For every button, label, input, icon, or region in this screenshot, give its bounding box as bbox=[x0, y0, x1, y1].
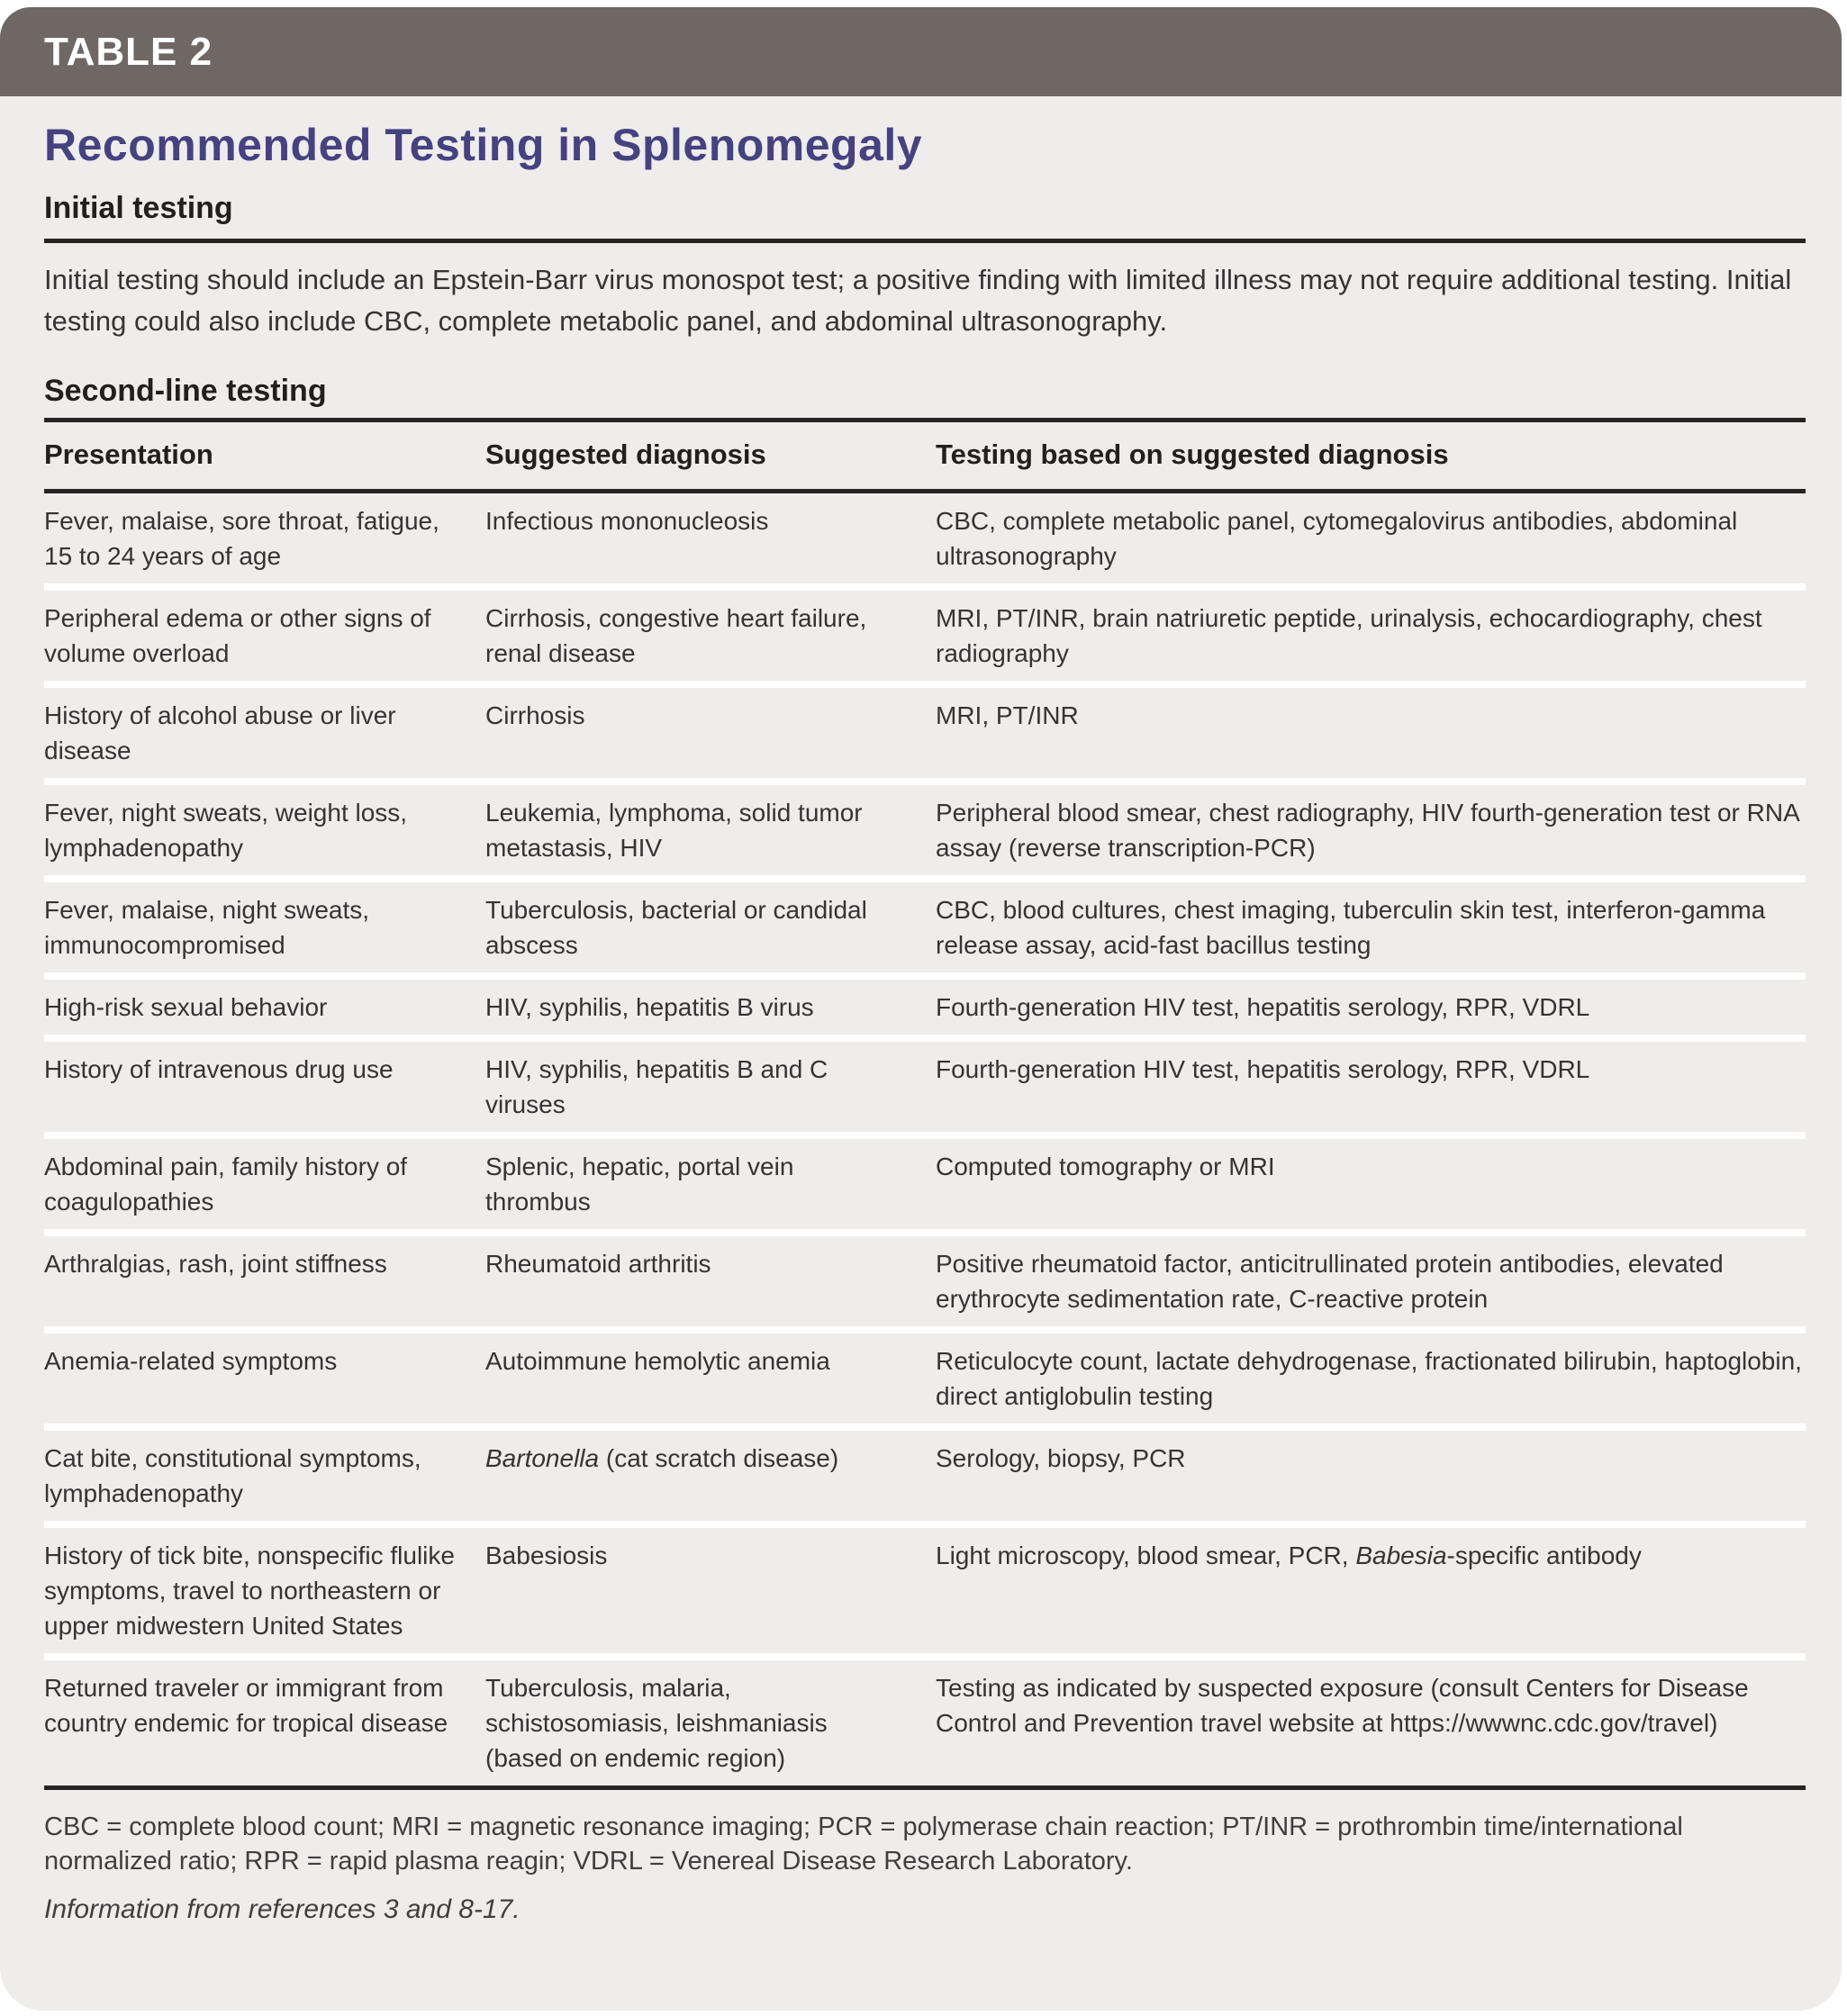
table-body bbox=[44, 493, 1806, 1785]
testing-cell bbox=[936, 1246, 1806, 1316]
diagnosis-cell bbox=[485, 1538, 936, 1643]
table-number-bar bbox=[0, 7, 1842, 96]
testing-text: Testing as indicated by suspected exposure (consult Centers for Disease Control and Prevention travel website at https://wwwnc.cdc.gov/travel) bbox=[936, 1674, 1749, 1737]
presentation-text: Arthralgias, rash, joint stiffness bbox=[44, 1250, 387, 1278]
testing-text: Reticulocyte count, lactate dehydrogenase, fractionated bilirubin, haptoglobin, direct antiglobulin testing bbox=[936, 1347, 1802, 1410]
testing-text: Light microscopy, blood smear, PCR, bbox=[936, 1541, 1356, 1569]
presentation-cell bbox=[44, 892, 485, 963]
testing-cell bbox=[936, 1538, 1806, 1643]
diagnosis-italic-text: Bartonella bbox=[485, 1444, 600, 1472]
testing-cell bbox=[936, 601, 1806, 671]
presentation-text: History of intravenous drug use bbox=[44, 1055, 394, 1083]
diagnosis-text: Cirrhosis, congestive heart failure, renal disease bbox=[485, 604, 867, 667]
diagnosis-cell bbox=[485, 1670, 936, 1776]
source-note: Information from references 3 and 8-17. bbox=[44, 1894, 521, 1924]
diagnosis-cell bbox=[485, 503, 936, 574]
diagnosis-cell bbox=[485, 795, 936, 865]
diagnosis-text: Infectious mononucleosis bbox=[485, 507, 769, 535]
presentation-cell bbox=[44, 1246, 485, 1316]
testing-cell bbox=[936, 503, 1806, 574]
testing-text: Serology, biopsy, PCR bbox=[936, 1444, 1186, 1472]
diagnosis-cell bbox=[485, 1343, 936, 1414]
horizontal-rule bbox=[44, 1785, 1806, 1790]
table-row bbox=[44, 1035, 1806, 1132]
presentation-text: History of alcohol abuse or liver disease bbox=[44, 701, 396, 764]
presentation-text: Fever, malaise, night sweats, immunocompromised bbox=[44, 896, 370, 959]
initial-testing-text: Initial testing should include an Epstein-Barr virus monospot test; a positive finding with limited illness may not require additional testing. Initial testing could also include CBC, complete metabolic panel, and abdominal ultrasonography. bbox=[44, 264, 1792, 337]
diagnosis-text: Tuberculosis, malaria, schistosomiasis, leishmaniasis (based on endemic region) bbox=[485, 1674, 828, 1772]
diagnosis-text: Babesiosis bbox=[485, 1541, 608, 1569]
table-title: Recommended Testing in Splenomegaly bbox=[44, 120, 923, 170]
diagnosis-cell bbox=[485, 1246, 936, 1316]
abbreviations-note: CBC = complete blood count; MRI = magnetic resonance imaging; PCR = polymerase chain reaction; PT/INR = prothrombin time/international normalized ratio; RPR = rapid plasma reagin; VDRL = Venereal Disease Research Laboratory. bbox=[44, 1813, 1683, 1876]
presentation-cell bbox=[44, 1343, 485, 1414]
testing-cell bbox=[936, 990, 1806, 1025]
table-panel bbox=[0, 96, 1842, 2011]
column-header-presentation: Presentation bbox=[44, 438, 213, 470]
diagnosis-text: Cirrhosis bbox=[485, 701, 585, 729]
presentation-cell bbox=[44, 503, 485, 574]
diagnosis-cell bbox=[485, 1052, 936, 1122]
presentation-cell bbox=[44, 698, 485, 768]
diagnosis-text: Leukemia, lymphoma, solid tumor metastasis, HIV bbox=[485, 799, 863, 862]
table-row bbox=[44, 1653, 1806, 1785]
diagnosis-text: (cat scratch disease) bbox=[599, 1444, 839, 1472]
testing-cell bbox=[936, 1052, 1806, 1122]
testing-text: Fourth-generation HIV test, hepatitis serology, RPR, VDRL bbox=[936, 993, 1590, 1021]
testing-text: Positive rheumatoid factor, anticitrullinated protein antibodies, elevated erythrocyte sedimentation rate, C-reactive protein bbox=[936, 1250, 1724, 1313]
testing-text: MRI, PT/INR, brain natriuretic peptide, urinalysis, echocardiography, chest radiography bbox=[936, 604, 1762, 667]
table-row bbox=[44, 681, 1806, 778]
presentation-cell bbox=[44, 1670, 485, 1776]
presentation-text: High-risk sexual behavior bbox=[44, 993, 328, 1021]
presentation-cell bbox=[44, 601, 485, 671]
presentation-text: Fever, malaise, sore throat, fatigue, 15 to 24 years of age bbox=[44, 507, 439, 570]
diagnosis-cell bbox=[485, 1441, 936, 1511]
presentation-cell bbox=[44, 795, 485, 865]
presentation-cell bbox=[44, 1441, 485, 1511]
testing-cell bbox=[936, 1343, 1806, 1414]
presentation-text: Fever, night sweats, weight loss, lymphadenopathy bbox=[44, 799, 408, 862]
testing-text: CBC, blood cultures, chest imaging, tuberculin skin test, interferon-gamma release assay, acid-fast bacillus testing bbox=[936, 896, 1766, 959]
presentation-text: Peripheral edema or other signs of volume overload bbox=[44, 604, 431, 667]
testing-cell bbox=[936, 1149, 1806, 1219]
presentation-cell bbox=[44, 1052, 485, 1122]
diagnosis-cell bbox=[485, 892, 936, 963]
testing-cell bbox=[936, 892, 1806, 963]
presentation-text: Cat bite, constitutional symptoms, lymphadenopathy bbox=[44, 1444, 421, 1507]
testing-text: Peripheral blood smear, chest radiography, HIV fourth-generation test or RNA assay (reverse transcription-PCR) bbox=[936, 799, 1799, 862]
diagnosis-text: Autoimmune hemolytic anemia bbox=[485, 1347, 830, 1375]
diagnosis-cell bbox=[485, 601, 936, 671]
column-header-row bbox=[44, 422, 1806, 489]
diagnosis-text: HIV, syphilis, hepatitis B virus bbox=[485, 993, 814, 1021]
presentation-text: History of tick bite, nonspecific flulike symptoms, travel to northeastern or upper midwestern United States bbox=[44, 1541, 455, 1640]
presentation-text: Anemia-related symptoms bbox=[44, 1347, 338, 1375]
horizontal-rule bbox=[44, 239, 1806, 243]
testing-text: MRI, PT/INR bbox=[936, 701, 1079, 729]
table-row bbox=[44, 1424, 1806, 1521]
table-row bbox=[44, 583, 1806, 681]
table-row bbox=[44, 1326, 1806, 1424]
table-row bbox=[44, 1521, 1806, 1653]
table-row bbox=[44, 493, 1806, 583]
diagnosis-cell bbox=[485, 990, 936, 1025]
diagnosis-text: Tuberculosis, bacterial or candidal abscess bbox=[485, 896, 867, 959]
presentation-text: Returned traveler or immigrant from country endemic for tropical disease bbox=[44, 1674, 448, 1737]
testing-cell bbox=[936, 1441, 1806, 1511]
table-row bbox=[44, 778, 1806, 875]
testing-text: CBC, complete metabolic panel, cytomegalovirus antibodies, abdominal ultrasonography bbox=[936, 507, 1738, 570]
table-row bbox=[44, 1229, 1806, 1326]
presentation-text: Abdominal pain, family history of coagulopathies bbox=[44, 1153, 408, 1216]
table-number-label: TABLE 2 bbox=[44, 30, 213, 74]
table-row bbox=[44, 875, 1806, 972]
testing-text: Computed tomography or MRI bbox=[936, 1153, 1275, 1180]
diagnosis-text: Splenic, hepatic, portal vein thrombus bbox=[485, 1153, 794, 1216]
testing-italic-text: Babesia bbox=[1355, 1541, 1447, 1569]
initial-testing-heading: Initial testing bbox=[44, 191, 233, 225]
testing-cell bbox=[936, 795, 1806, 865]
testing-suffix-text: -specific antibody bbox=[1446, 1541, 1642, 1569]
testing-cell bbox=[936, 1670, 1806, 1776]
column-header-testing: Testing based on suggested diagnosis bbox=[936, 438, 1449, 470]
presentation-cell bbox=[44, 1149, 485, 1219]
table-row bbox=[44, 972, 1806, 1035]
presentation-cell bbox=[44, 1538, 485, 1643]
diagnosis-cell bbox=[485, 698, 936, 768]
testing-cell bbox=[936, 698, 1806, 768]
column-header-diagnosis: Suggested diagnosis bbox=[485, 438, 766, 470]
table-footnotes bbox=[44, 1810, 1806, 1927]
diagnosis-text: Rheumatoid arthritis bbox=[485, 1250, 711, 1278]
diagnosis-cell bbox=[485, 1149, 936, 1219]
table-row bbox=[44, 1132, 1806, 1229]
second-line-testing-heading: Second-line testing bbox=[44, 374, 327, 408]
presentation-cell bbox=[44, 990, 485, 1025]
diagnosis-text: HIV, syphilis, hepatitis B and C viruses bbox=[485, 1055, 828, 1118]
testing-text: Fourth-generation HIV test, hepatitis serology, RPR, VDRL bbox=[936, 1055, 1590, 1083]
